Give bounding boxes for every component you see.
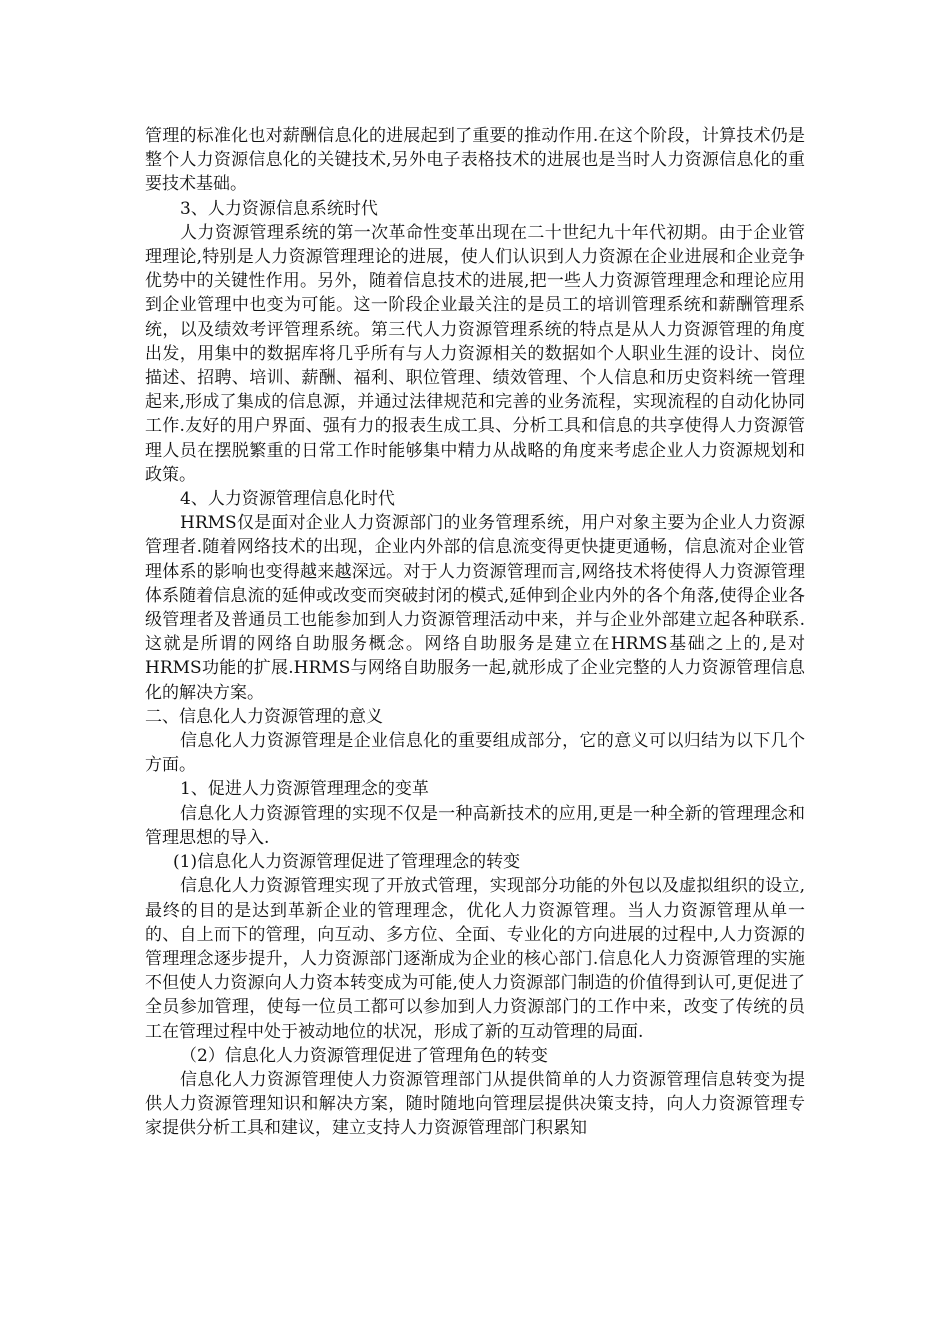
heading-role-shift: （2）信息化人力资源管理促进了管理角色的转变 [180,1045,548,1066]
heading-concept-shift: (1)信息化人力资源管理促进了管理理念的转变 [173,852,521,873]
document-page [145,124,805,1141]
heading-hris-era: 3、人力资源信息系统时代 [180,198,378,219]
heading-concept-reform: 1、促进人力资源管理理念的变革 [180,779,429,800]
paragraph-intro: 管理的标准化也对薪酬信息化的进展起到了重要的推动作用.在这个阶段，计算技术仍是整个人力资源信息化的关键技术,另外电子表格技术的进展也是当时人力资源信息化的重要技术基础。 [145,126,805,195]
heading-hr-informatization-era: 4、人力资源管理信息化时代 [180,489,395,510]
paragraph-hr-informatization-era: HRMS仅是面对企业人力资源部门的业务管理系统，用户对象主要为企业人力资源管理者.随着网络技术的出现，企业内外部的信息流变得更快捷更通畅，信息流对企业管理体系的影响也变得越来越深远。对于人力资源管理而言,网络技术将使得人力资源管理体系随着信息流的延伸或改变而突破封闭的模式,延伸到企业内外的各个角落,使得企业各级管理者及普通员工也能参加到人力资源管理活动中来，并与企业外部建立起各种联系.这就是所谓的网络自助服务概念。网络自助服务是建立在HRMS基础之上的,是对HRMS功能的扩展.HRMS与网络自助服务一起,就形成了企业完整的人力资源管理信息化的解决方案。 [145,513,805,703]
paragraph-significance: 信息化人力资源管理是企业信息化的重要组成部分，它的意义可以归结为以下几个方面。 [145,731,805,776]
heading-significance: 二、信息化人力资源管理的意义 [145,706,383,727]
paragraph-role-shift: 信息化人力资源管理使人力资源管理部门从提供简单的人力资源管理信息转变为提供人力资源管理知识和解决方案，随时随地向管理层提供决策支持，向人力资源管理专家提供分析工具和建议，建立支持人力资源管理部门积累知 [145,1069,805,1139]
paragraph-concept-shift: 信息化人力资源管理实现了开放式管理，实现部分功能的外包以及虚拟组织的设立,最终的目的是达到革新企业的管理理念，优化人力资源管理。当人力资源管理从单一的、自上而下的管理，向互动、多方位、全面、专业化的方向进展的过程中,人力资源的管理理念逐步提升，人力资源部门逐渐成为企业的核心部门.信息化人力资源管理的实施不但使人力资源向人力资本转变成为可能,使人力资源部门制造的价值得到认可,更促进了全员参加管理，使每一位员工都可以参加到人力资源部门的工作中来，改变了传统的员工在管理过程中处于被动地位的状况，形成了新的互动管理的局面. [145,876,805,1042]
paragraph-hris-era: 人力资源管理系统的第一次革命性变革出现在二十世纪九十年代初期。由于企业管理理论,特别是人力资源管理理论的进展，使人们认识到人力资源在企业进展和企业竞争优势中的关键性作用。另外，随着信息技术的进展,把一些人力资源管理理念和理论应用到企业管理中也变为可能。这一阶段企业最关注的是员工的培训管理系统和薪酬管理系统，以及绩效考评管理系统。第三代人力资源管理系统的特点是从人力资源管理的角度出发，用集中的数据库将几乎所有与人力资源相关的数据如个人职业生涯的设计、岗位描述、招聘、培训、薪酬、福利、职位管理、绩效管理、个人信息和历史资料统一管理起来,形成了集成的信息源，并通过法律规范和完善的业务流程，实现流程的自动化协同工作.友好的用户界面、强有力的报表生成工具、分析工具和信息的共享使得人力资源管理人员在摆脱繁重的日常工作时能够集中精力从战略的角度来考虑企业人力资源规划和政策。 [145,222,805,485]
paragraph-concept-reform: 信息化人力资源管理的实现不仅是一种高新技术的应用,更是一种全新的管理理念和管理思想的导入. [145,803,805,848]
